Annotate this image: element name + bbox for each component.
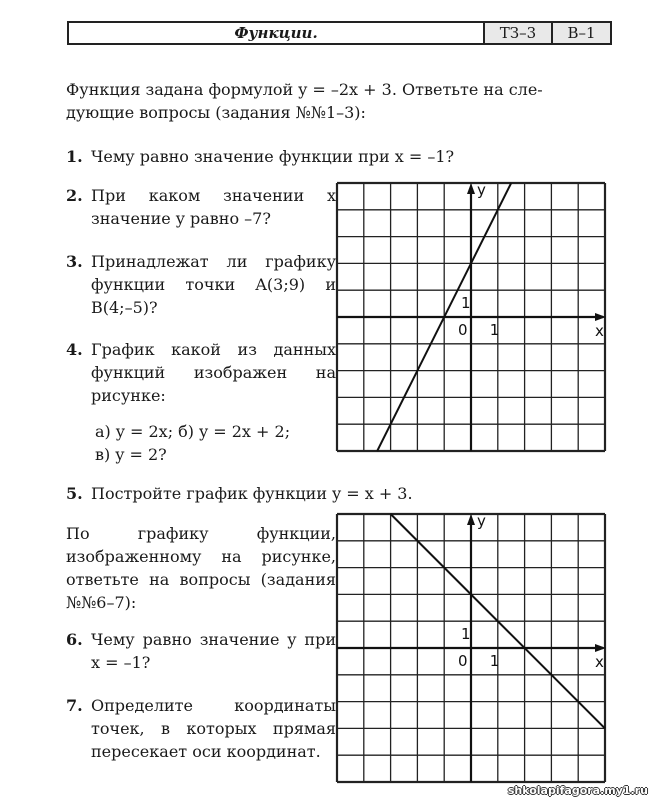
x-axis-label: x	[595, 322, 604, 340]
question-number: 1.	[66, 147, 83, 166]
origin-label: 0	[458, 321, 468, 339]
question-5	[66, 482, 616, 505]
question-number: 3.	[66, 252, 83, 271]
topic-title: Функции.	[69, 23, 485, 43]
origin-label: 0	[458, 652, 468, 670]
question-4-options	[95, 420, 345, 466]
part2-intro: По графику функции, изображенному на рисунке, ответьте на вопросы (задания №№6–7):	[66, 524, 336, 612]
question-number: 4.	[66, 340, 83, 359]
question-number: 2.	[66, 186, 83, 205]
x-unit-label: 1	[489, 321, 500, 339]
intro-line-2: дующие вопросы (задания №№1–3):	[66, 103, 366, 122]
worksheet-header	[67, 21, 612, 45]
x-axis-label: x	[595, 653, 604, 671]
y-axis-arrow-icon	[467, 514, 475, 525]
y-axis-label: y	[477, 512, 486, 530]
variant-label: В–1	[553, 23, 610, 43]
intro-line-1: Функция задана формулой y = –2x + 3. Ответьте на сле-	[66, 80, 543, 99]
option-line-1: а) y = 2x; б) y = 2x + 2;	[95, 422, 291, 441]
question-1	[66, 145, 616, 168]
question-number: 6.	[66, 630, 83, 649]
question-4	[66, 338, 336, 407]
question-3	[66, 250, 336, 319]
question-text: Чему равно значение y при x = –1?	[91, 630, 336, 672]
question-text: График какой из данных функций изображен на рисунке:	[91, 340, 336, 405]
y-unit-label: 1	[461, 625, 471, 644]
question-text: Чему равно значение функции при x = –1?	[91, 147, 455, 166]
y-unit-label: 1	[461, 294, 471, 313]
question-number: 7.	[66, 696, 83, 715]
question-text: При каком значении x значение y равно –7?	[91, 186, 336, 228]
question-text: Определите координаты точек, в которых прямая пересекает оси координат.	[91, 696, 336, 761]
x-unit-label: 1	[489, 652, 500, 670]
y-axis-arrow-icon	[467, 183, 475, 194]
question-7	[66, 694, 336, 763]
question-number: 5.	[66, 484, 83, 503]
watermark: shkolapifagora.my1.ru	[507, 784, 648, 797]
question-6	[66, 628, 336, 674]
question-text: Постройте график функции y = x + 3.	[91, 484, 413, 503]
option-line-2: в) y = 2?	[95, 445, 167, 464]
y-axis-label: y	[477, 181, 486, 199]
graph-2	[330, 507, 620, 792]
test-code: ТЗ–3	[485, 23, 553, 43]
question-2	[66, 184, 336, 230]
question-text: Принадлежат ли графику функции точки A(3;9) и B(4;–5)?	[91, 252, 336, 317]
intro-text	[66, 78, 616, 124]
graph-1	[330, 176, 620, 461]
